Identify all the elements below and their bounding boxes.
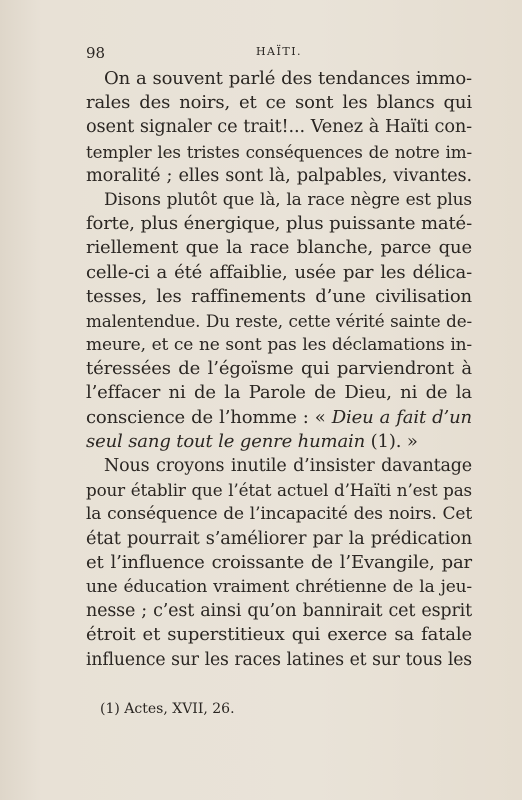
text-line: état pourrait s’améliorer par la prédication <box>86 528 472 549</box>
text-line-quote-end <box>86 430 472 454</box>
text-line: rales des noirs, et ce sont les blancs qui <box>86 92 472 114</box>
text-line: influence sur les races latines et sur tous les <box>86 649 472 670</box>
text-line: osent signaler ce trait!... Venez à Haïti con- <box>86 117 472 138</box>
footnote: (1) Actes, XVII, 26. <box>100 701 235 717</box>
quote-italic-text: Dieu a fait d’un <box>331 406 472 428</box>
text-line: étroit et superstitieux qui exerce sa fatale <box>86 624 472 646</box>
text-line: une éducation vraiment chrétienne de la jeu- <box>86 576 472 597</box>
text-line: téressées de l’égoïsme qui parviendront à <box>86 358 472 380</box>
text-line: pour établir que l’état actuel d’Haïti n’est pas <box>86 480 472 501</box>
quote-lead-text: conscience de l’homme : « <box>86 406 332 428</box>
text-line: et l’influence croissante de l’Evangile, par <box>86 551 472 573</box>
text-line: nesse ; c’est ainsi qu’on bannirait cet esprit <box>86 601 472 622</box>
footnote-reference: (1). » <box>365 430 418 452</box>
text-line: forte, plus énergique, plus puissante maté- <box>86 213 472 235</box>
text-line: On a souvent parlé des tendances immo- <box>104 68 472 89</box>
text-line: celle-ci a été affaiblie, usée par les délica- <box>86 261 472 283</box>
text-line: riellement que la race blanche, parce que <box>86 237 472 259</box>
text-line: meure, et ce ne sont pas les déclamations in- <box>86 335 472 356</box>
text-line-quote-start <box>86 406 472 430</box>
page-number: 98 <box>86 44 106 62</box>
text-line: la conséquence de l’incapacité des noirs. Cet <box>86 504 472 525</box>
text-line: Disons plutôt que là, la race nègre est plus <box>104 189 472 210</box>
text-line: tesses, les raffinements d’une civilisation <box>86 285 472 307</box>
text-line: moralité ; elles sont là, palpables, vivantes. <box>86 165 472 186</box>
body-text <box>86 67 472 672</box>
running-title: HAÏTI. <box>255 45 303 58</box>
text-line: l’effacer ni de la Parole de Dieu, ni de la <box>86 382 472 404</box>
text-line: Nous croyons inutile d’insister davantage <box>104 456 472 476</box>
text-line: malentendue. Du reste, cette vérité sainte de- <box>86 310 472 331</box>
text-line: templer les tristes conséquences de notre im- <box>86 141 472 162</box>
quote-italic-text: seul sang tout le genre humain <box>86 430 366 452</box>
page-header <box>86 44 472 64</box>
